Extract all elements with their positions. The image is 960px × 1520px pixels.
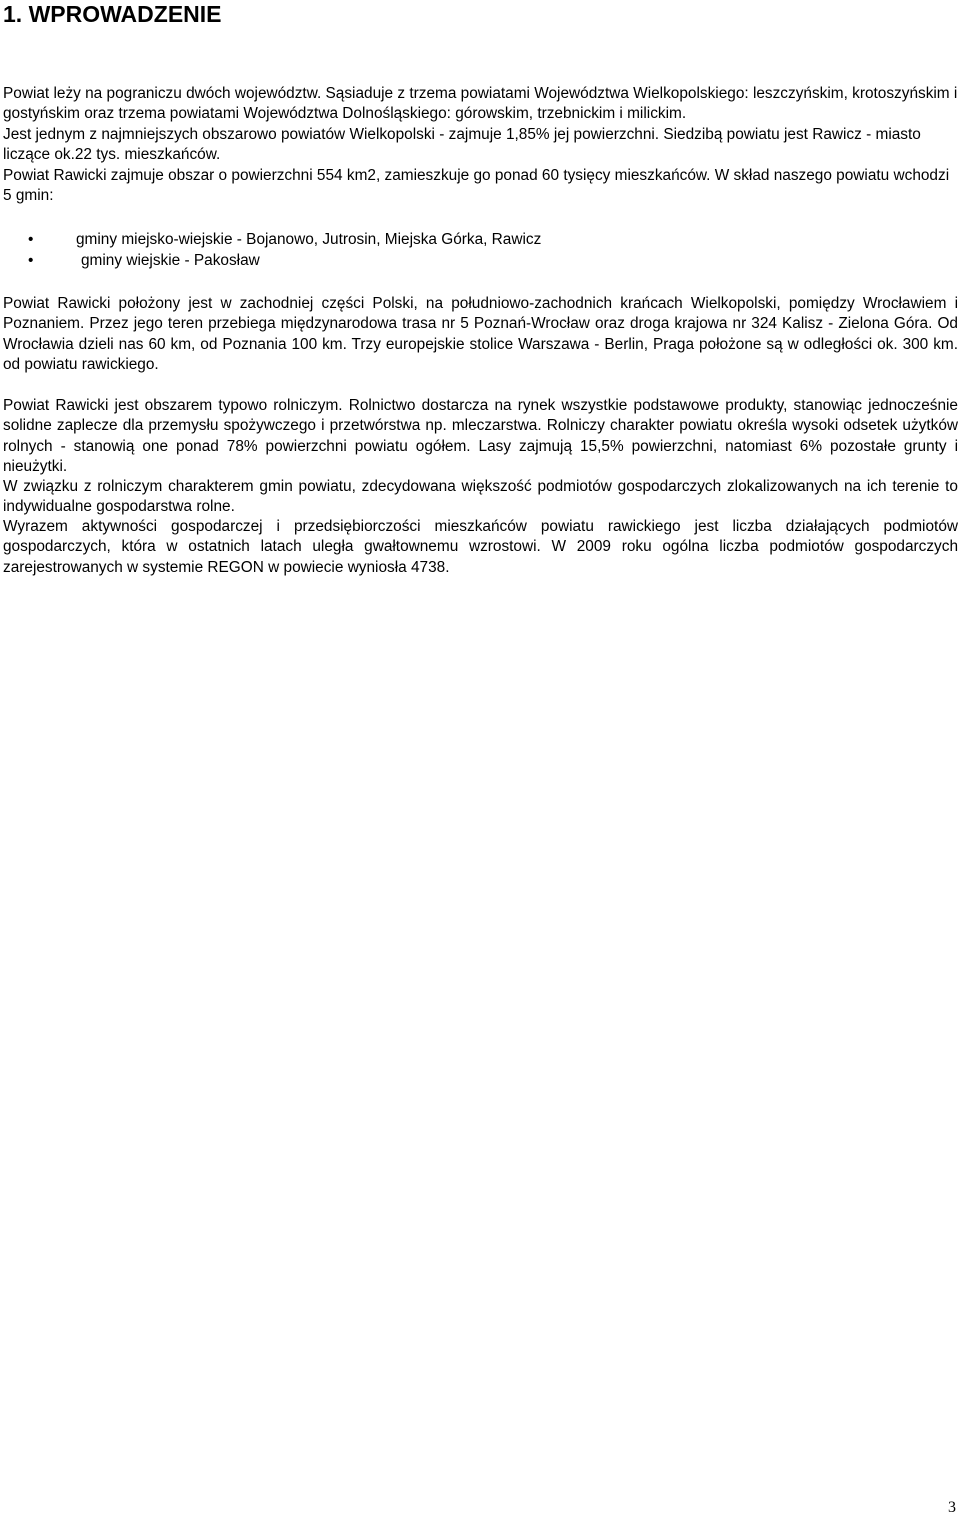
page-number: 3 [948, 1499, 956, 1516]
bullet-icon: • [28, 252, 34, 269]
bullet-icon: • [28, 231, 34, 248]
paragraph-neighbors: Powiat leży na pograniczu dwóch województw. Sąsiaduje z trzema powiatami Województwa Wielkopolskiego: leszczyńskim, krotoszyńskim i gostyńskim oraz trzema powiatami Województwa Dolnośląskiego: górowskim, trzebnickim i milickim. [3, 85, 958, 123]
paragraph-location: Powiat Rawicki położony jest w zachodniej części Polski, na południowo-zachodnich krańcach Wielkopolski, pomiędzy Wrocławiem i Poznaniem. Przez jego teren przebiega międzynarodowa trasa nr 5 Poznań-Wrocław oraz droga krajowa nr 324 Kalisz - Zielona Góra. Od Wrocławia dzieli nas 60 km, od Poznania 100 km. Trzy europejskie stolice Warszawa - Berlin, Praga położone są w odległości ok. 300 km. od powiatu rawickiego. [3, 295, 958, 373]
paragraph-agriculture: Powiat Rawicki jest obszarem typowo rolniczym. Rolnictwo dostarcza na rynek wszystkie podstawowe produkty, stanowiąc jednocześnie solidne zaplecze dla przemysłu spożywczego i przetwórstwa np. mleczarstwa. Rolniczy charakter powiatu określa wysoki odsetek użytków rolnych - stanowią one ponad 78% powierzchni powiatu ogółem. Lasy zajmują 15,5% powierzchni, natomiast 6% pozostałe grunty i nieużytki. [3, 397, 958, 475]
paragraph-farms: W związku z rolniczym charakterem gmin powiatu, zdecydowana większość podmiotów gospodarczych zlokalizowanych na ich terenie to indywidualne gospodarstwa rolne. [3, 478, 958, 516]
paragraph-area-population: Powiat Rawicki zajmuje obszar o powierzchni 554 km2, zamieszkuje go ponad 60 tysięcy mieszkańców. W skład naszego powiatu wchodzi 5 gmin: [3, 167, 950, 205]
paragraph-size-seat: Jest jednym z najmniejszych obszarowo powiatów Wielkopolski - zajmuje 1,85% jej powierzchni. Siedzibą powiatu jest Rawicz - miasto liczące ok.22 tys. mieszkańców. [3, 126, 921, 164]
paragraph-economy: Wyrazem aktywności gospodarczej i przedsiębiorczości mieszkańców powiatu rawickiego jest liczba działających podmiotów gospodarczych, która w ostatnich latach uległa gwałtownemu wzrostowi. W 2009 roku ogólna liczba podmiotów gospodarczych zarejestrowanych w systemie REGON w powiecie wyniosła 4738. [3, 518, 958, 576]
section-heading: 1. WPROWADZENIE [3, 1, 222, 27]
list-item-text: gminy miejsko-wiejskie - Bojanowo, Jutrosin, Miejska Górka, Rawicz [76, 231, 542, 248]
list-item-text: gminy wiejskie - Pakosław [81, 252, 260, 269]
